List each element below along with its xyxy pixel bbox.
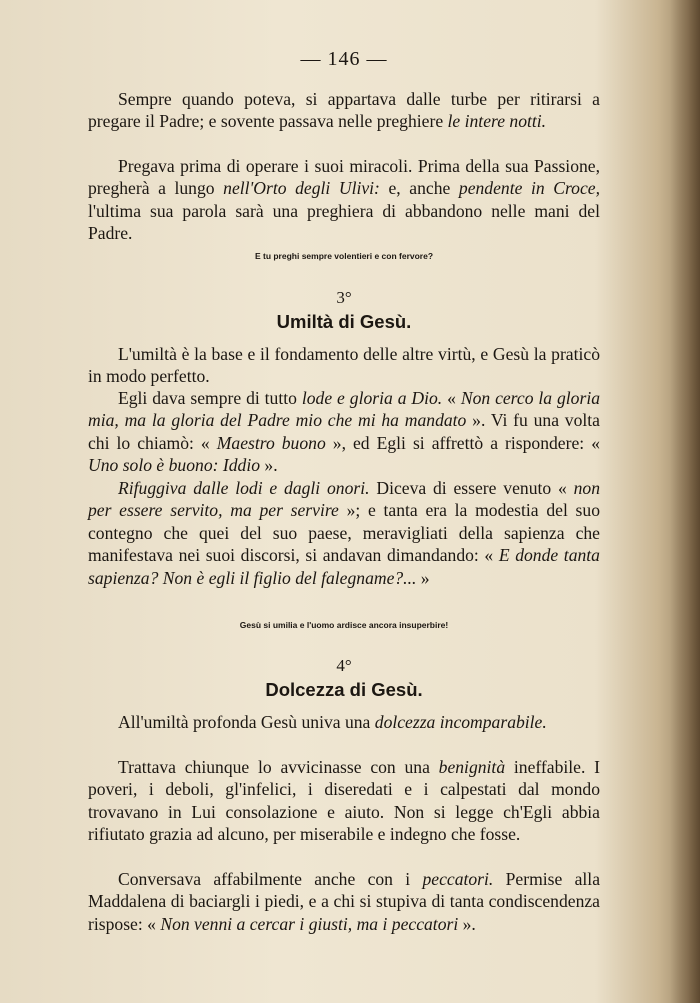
paragraph [88,756,600,846]
section-number: 4° [336,656,352,675]
text-run: ineffabile. I poveri, i deboli, gl'infelici, i diseredati e i calpestati dal mondo trovavano in Lui consolazione e aiuto. Non si legge ch'Egli abbia rifiutato grazia ad alcuno, per miserabile e indegno che fosse. [88,757,600,845]
italic-text: Non cerco la gloria mia, ma la gloria del Padre mio che mi ha mandato [88,388,601,431]
text-run: », ed Egli si affrettò a rispondere: « [325,432,600,453]
italic-text: Rifuggiva dalle lodi e dagli onori. [118,478,370,498]
text-run: e, anche [379,178,459,199]
italic-text: lode e gloria a Dio. [301,388,443,408]
italic-text: le intere notti. [447,111,547,132]
italic-text: non per essere servito, ma per servire [88,478,600,521]
text-run: All'umiltà profonda Gesù univa una [118,712,375,732]
italic-text: benignità [438,757,506,777]
italic-text: pendente in Croce, [458,178,600,199]
text-run: Permise alla Maddalena di baciargli i piedi, e a chi si stupiva di tanta condiscendenza rispose: « [88,869,600,934]
text-run: Trattava chiunque lo avvicinasse con una [118,757,439,777]
text-run: l'ultima sua parola sarà una preghiera di abbandono nelle mani del Padre. [88,200,600,244]
italic-text: Non venni a cercar i giusti, ma i peccatori [160,913,459,934]
text-run: Diceva di essere venuto « [369,478,574,498]
section-title: Umiltà di Gesù. [276,311,412,332]
text-run: »; e tanta era la modestia del suo contegno che quei del suo paese, meravigliati della sapienza che manifestava nei suoi discorsi, si andavan dimandando: « [88,500,600,566]
page-number: — 146 — [300,48,388,70]
text-run: Pregava prima di operare i suoi miracoli. Prima della sua Passione, pregherà a lungo [88,156,600,199]
paragraph [88,88,600,133]
text-run: « [442,388,461,408]
paragraph [88,477,600,589]
paragraph [88,343,600,388]
italic-text: dolcezza incomparabile. [374,712,547,732]
italic-text: nell'Orto degli Ulivi: [223,178,380,199]
section-number: 3° [336,288,352,307]
paragraph [88,711,600,733]
italic-text: E donde tanta sapienza? Non è egli il figlio del falegname?... [88,545,600,588]
reflection-question: Gesù si umilia e l'uomo ardisce ancora insuperbire! [239,620,449,630]
text-run: Egli dava sempre di tutto [118,388,302,408]
page-edge-shadow [670,0,700,1003]
paragraph [88,868,600,935]
text-run: L'umiltà è la base e il fondamento delle altre virtù, e Gesù la praticò in modo perfetto. [88,344,600,387]
italic-text: Maestro buono [216,432,326,453]
paragraph [88,155,600,245]
text-run: » [416,567,430,588]
italic-text: Uno solo è buono: Iddio [88,455,261,476]
italic-text: peccatori. [422,869,494,889]
reflection-question: E tu preghi sempre volentieri e con fervore? [254,251,434,261]
section-title: Dolcezza di Gesù. [265,679,423,700]
paragraph [88,387,600,477]
text-run: ». [458,913,476,934]
text-run: ». Vi fu una volta chi lo chiamò: « [88,410,600,453]
text-run: Conversava affabilmente anche con i [118,869,423,889]
text-run: Sempre quando poteva, si appartava dalle turbe per ritirarsi a pregare il Padre; e sovente passava nelle preghiere [88,89,600,132]
text-run: ». [260,455,278,476]
